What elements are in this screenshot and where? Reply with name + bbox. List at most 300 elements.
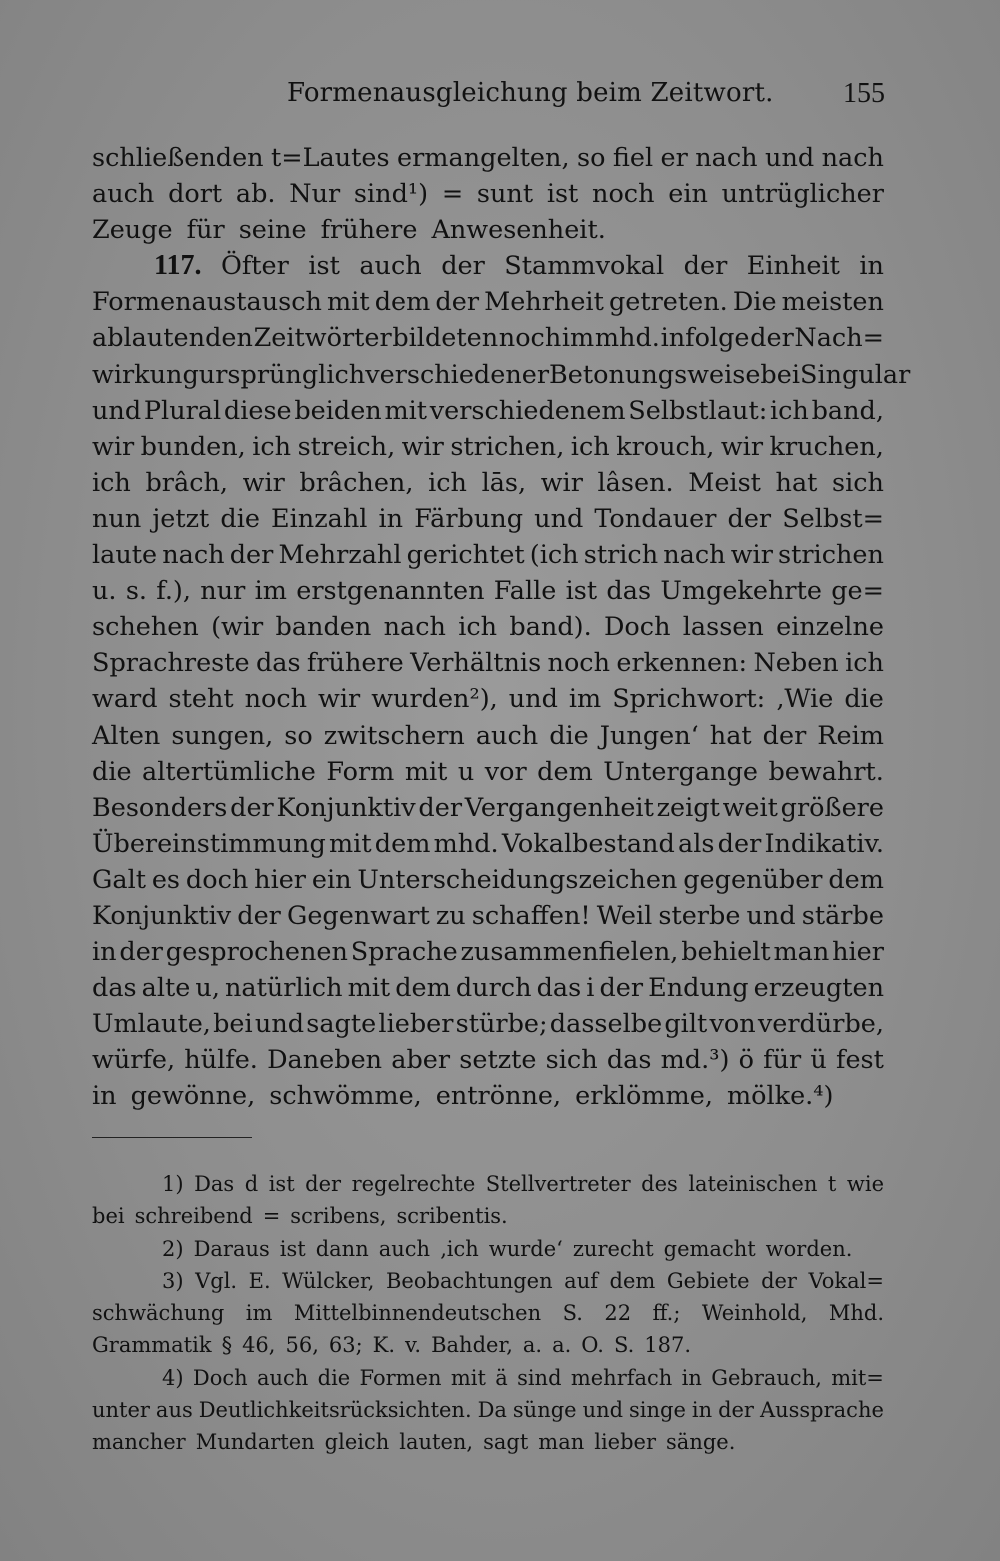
word: das <box>536 973 582 1004</box>
word: ist <box>546 179 579 210</box>
word: verschiedener <box>365 359 550 390</box>
word: Untergange <box>603 756 759 787</box>
word: dem <box>828 864 884 895</box>
word: Einzahl <box>271 503 368 534</box>
word: in <box>378 503 404 534</box>
word: infolge <box>660 323 750 354</box>
word: wir <box>720 431 764 462</box>
text-line <box>92 645 884 681</box>
word: der <box>435 287 480 318</box>
word: steht <box>168 684 234 715</box>
word: und <box>92 395 142 426</box>
running-title: Formenausgleichung beim Zeitwort. <box>287 78 774 108</box>
word: Gebrauch, <box>711 1365 822 1390</box>
word: so <box>284 720 313 751</box>
page-number: 155 <box>843 78 885 109</box>
word: Anwesenheit. <box>431 215 606 246</box>
footnote-line <box>92 1200 884 1232</box>
word: zu <box>435 900 466 931</box>
word: stürbe; <box>455 1009 548 1040</box>
word: schaffen! <box>471 900 591 931</box>
word: der <box>683 251 728 282</box>
word: § <box>221 1333 233 1358</box>
word: brâch, <box>145 467 229 498</box>
word: Vokalbestand <box>501 828 675 859</box>
word: sich <box>545 1045 598 1076</box>
text-line <box>92 357 911 393</box>
word: mhd. <box>594 323 660 354</box>
word: gegenüber <box>683 864 823 895</box>
word: Neben <box>753 648 839 679</box>
footnote-line <box>92 1297 884 1329</box>
word: vor <box>484 756 527 787</box>
word: Stammvokal <box>504 251 665 282</box>
word: der <box>762 720 807 751</box>
word: ist <box>279 1236 306 1261</box>
word: Die <box>732 287 777 318</box>
text-line <box>92 212 884 248</box>
word: erkennen: <box>616 648 748 679</box>
word: sind <box>517 1365 562 1390</box>
word: Bahder, <box>431 1333 513 1358</box>
word: der <box>750 323 794 354</box>
word: man <box>538 1430 585 1455</box>
word: Umgekehrte <box>660 576 822 607</box>
word: 63; <box>328 1333 363 1358</box>
word: behielt <box>681 937 771 968</box>
word: ward <box>92 684 158 715</box>
text-line <box>92 862 884 898</box>
word: 117. <box>154 250 202 282</box>
word: und <box>582 1398 624 1423</box>
word: i <box>586 973 595 1004</box>
word: Nur <box>289 179 341 210</box>
word: schreibend <box>134 1204 253 1229</box>
word: scribentis. <box>396 1204 508 1229</box>
word: Öfter <box>220 251 289 282</box>
word: d <box>244 1172 259 1196</box>
word: Tondauer <box>594 503 717 534</box>
word: Formenaustausch <box>92 287 322 318</box>
word: ü <box>810 1045 827 1076</box>
word: Zeuge <box>92 215 173 246</box>
word: schwächung <box>92 1301 225 1326</box>
word: ein <box>668 179 708 210</box>
word: nach <box>162 540 225 571</box>
word: ich <box>845 648 884 679</box>
word: Betonungsweise <box>549 359 761 390</box>
word: md.³) <box>660 1045 730 1076</box>
word: u. <box>92 576 117 607</box>
word: ein <box>311 864 352 895</box>
word: entrönne, <box>435 1081 562 1112</box>
word: und <box>254 1009 305 1040</box>
text-line <box>92 393 884 429</box>
word: sänge. <box>666 1430 736 1455</box>
word: S. <box>562 1301 583 1326</box>
word: er <box>660 143 688 173</box>
word: hat <box>775 467 818 498</box>
text-line <box>92 537 884 573</box>
word: stärbe <box>801 900 884 931</box>
footnote-line <box>92 1233 884 1265</box>
word: nur <box>200 576 246 607</box>
word: unter <box>92 1398 150 1423</box>
word: sterbe <box>658 900 741 931</box>
word: Aussprache <box>759 1398 884 1423</box>
word: im <box>245 1301 273 1326</box>
word: mölke.⁴) <box>726 1081 834 1112</box>
word: f.), <box>156 576 191 607</box>
word: streich, <box>297 431 396 462</box>
word: fest <box>836 1045 884 1076</box>
word: die <box>92 756 132 787</box>
word: nach <box>383 612 446 643</box>
word: schehen <box>92 612 199 643</box>
word: altertümliche <box>142 756 316 787</box>
word: die <box>220 503 260 534</box>
word: hülfe. <box>184 1045 258 1076</box>
word: ich <box>252 431 292 462</box>
word: lassen <box>682 612 764 643</box>
word: in <box>92 1081 117 1112</box>
word: Meist <box>688 467 761 498</box>
word: der <box>237 900 281 931</box>
word: wir <box>92 431 135 462</box>
word: untrüglicher <box>721 179 884 210</box>
word: schwömme, <box>269 1081 422 1112</box>
word: a. <box>552 1333 572 1358</box>
word: für <box>186 215 225 246</box>
word: lās, <box>481 467 527 498</box>
page-header <box>92 78 885 118</box>
word: auch <box>92 179 155 210</box>
word: = <box>262 1204 281 1229</box>
word: mit <box>347 973 391 1004</box>
footnote-rule <box>92 1137 252 1138</box>
word: Weinhold, <box>701 1301 808 1326</box>
word: ich <box>570 431 610 462</box>
word: 4) <box>162 1365 184 1390</box>
word: und <box>534 503 584 534</box>
word: im <box>561 323 595 354</box>
word: zusammenfielen, <box>460 937 679 968</box>
word: noch <box>244 684 308 715</box>
word: frühere <box>320 215 418 246</box>
word: Besonders <box>92 792 228 823</box>
word: Grammatik <box>92 1333 212 1358</box>
word: lieber <box>594 1430 657 1455</box>
word: K. <box>372 1333 396 1358</box>
word: regelrechte <box>351 1172 476 1196</box>
word: Sprache <box>350 937 458 968</box>
word: = <box>441 179 464 210</box>
word: t=Lautes <box>271 143 390 173</box>
word: noch <box>592 179 655 210</box>
word: mancher <box>92 1430 186 1455</box>
word: setzte <box>459 1045 537 1076</box>
word: Da <box>477 1398 507 1423</box>
word: 46, <box>242 1333 276 1358</box>
text-line <box>92 1042 884 1078</box>
word: lauten, <box>399 1430 474 1455</box>
word: Einheit <box>746 251 840 282</box>
word: nach <box>821 143 884 173</box>
word: Stellvertreter <box>485 1172 631 1196</box>
word: Mittelbinnendeutschen <box>293 1301 542 1326</box>
word: bewahrt. <box>768 756 884 787</box>
word: auch <box>256 1365 309 1390</box>
word: Mehrzahl <box>278 540 402 571</box>
word: Sprichwort: <box>612 684 766 715</box>
word: dem <box>374 828 431 859</box>
word: sagte <box>306 1009 377 1040</box>
word: 187. <box>644 1333 692 1358</box>
word: Gebiete <box>666 1268 750 1293</box>
word: bildeten <box>392 323 499 354</box>
word: wir <box>730 540 773 571</box>
word: Umlaute, <box>92 1009 211 1040</box>
word: 3) <box>162 1268 184 1293</box>
word: wie <box>846 1172 884 1196</box>
text-line <box>92 248 884 284</box>
word: kruchen, <box>769 431 884 462</box>
footnote-line <box>92 1426 884 1458</box>
word: erzeugten <box>753 973 884 1004</box>
word: mehrfach <box>570 1365 673 1390</box>
word: 2) <box>162 1236 184 1261</box>
word: die <box>549 720 589 751</box>
word: ursprünglich <box>198 359 366 390</box>
word: Formen <box>359 1365 442 1390</box>
word: wurde‘ <box>488 1236 563 1261</box>
word: t <box>827 1172 837 1196</box>
word: laute <box>92 540 158 571</box>
word: das <box>606 576 652 607</box>
word: noch <box>498 323 562 354</box>
word: gerichtet <box>406 540 525 571</box>
text-line <box>92 1078 884 1114</box>
word: sagt <box>483 1430 529 1455</box>
word: Vergangenheit <box>464 792 654 823</box>
word: ablautenden <box>92 323 253 354</box>
word: sungen, <box>171 720 274 751</box>
body-text <box>92 140 911 1115</box>
word: ä <box>495 1365 508 1390</box>
word: Daneben <box>267 1045 383 1076</box>
word: gleich <box>324 1430 390 1455</box>
word: ist <box>268 1172 295 1196</box>
word: nach <box>695 143 758 173</box>
word: Singular <box>799 359 911 390</box>
word: ich <box>92 467 131 498</box>
word: dem <box>537 756 593 787</box>
text-line <box>92 970 884 1006</box>
word: 22 <box>604 1301 632 1326</box>
word: gilt <box>664 1009 708 1040</box>
word: sunt <box>476 179 534 210</box>
word: die <box>844 684 884 715</box>
word: Reim <box>817 720 884 751</box>
word: wir <box>401 431 444 462</box>
word: singe <box>629 1398 686 1423</box>
word: verschiedenem <box>429 395 626 426</box>
word: zurecht <box>572 1236 654 1261</box>
word: Mhd. <box>828 1301 884 1326</box>
word: natürlich <box>225 973 343 1004</box>
word: erklömme, <box>575 1081 713 1112</box>
word: ge= <box>831 576 884 607</box>
word: lieber <box>378 1009 454 1040</box>
word: das <box>92 973 137 1004</box>
word: bei <box>92 1204 125 1229</box>
word: E. <box>248 1268 271 1293</box>
word: Galt <box>92 864 146 895</box>
text-line <box>92 140 884 176</box>
text-line <box>92 320 884 356</box>
word: als <box>678 828 715 859</box>
word: strichen, <box>450 431 565 462</box>
word: ermangelten, <box>397 143 570 173</box>
word: des <box>641 1172 678 1196</box>
text-line <box>92 754 884 790</box>
word: banden <box>275 612 372 643</box>
word: jetzt <box>152 503 210 534</box>
word: der <box>305 1172 342 1196</box>
word: verdürbe, <box>757 1009 884 1040</box>
text-line <box>92 790 884 826</box>
word: krouch, <box>616 431 715 462</box>
word: mhd. <box>433 828 499 859</box>
word: u, <box>195 973 220 1004</box>
text-line <box>92 681 884 717</box>
word: Alten <box>92 720 161 751</box>
footnote-line <box>92 1394 884 1426</box>
word: durch <box>455 973 532 1004</box>
word: der <box>229 540 274 571</box>
word: noch <box>547 648 611 679</box>
word: Deutlichkeitsrücksichten. <box>198 1398 472 1423</box>
word: der <box>718 1398 754 1423</box>
word: es <box>151 864 181 895</box>
word: Indikativ. <box>764 828 884 859</box>
word: Sprachreste <box>92 648 250 679</box>
word: zwitschern <box>323 720 465 751</box>
word: auch <box>475 720 539 751</box>
word: ich <box>428 467 467 498</box>
word: doch <box>185 864 249 895</box>
word: seine <box>238 215 307 246</box>
word: auch <box>378 1236 431 1261</box>
word: in <box>859 251 884 282</box>
word: band). <box>509 612 592 643</box>
word: strichen <box>778 540 884 571</box>
word: dann <box>315 1236 369 1261</box>
word: O. <box>581 1333 604 1358</box>
word: dem <box>395 973 451 1004</box>
text-line <box>92 501 884 537</box>
word: der <box>441 251 485 282</box>
word: diese <box>223 395 292 426</box>
word: Wülcker, <box>282 1268 375 1293</box>
word: bei <box>213 1009 253 1040</box>
word: Gegenwart <box>286 900 430 931</box>
word: dasselbe <box>549 1009 663 1040</box>
word: auch <box>359 251 422 282</box>
word: lâsen. <box>597 467 674 498</box>
word: alte <box>141 973 191 1004</box>
word: wir <box>318 684 361 715</box>
word: in <box>92 937 117 968</box>
footnote-line <box>92 1329 884 1361</box>
word: mit= <box>831 1365 884 1390</box>
word: Mehrheit <box>484 287 604 318</box>
word: s. <box>125 576 148 607</box>
word: schließenden <box>92 143 264 173</box>
word: Färbung <box>414 503 524 534</box>
word: Vgl. <box>195 1268 238 1293</box>
text-line <box>92 934 884 970</box>
word: v. <box>405 1333 422 1358</box>
word: wir <box>242 467 285 498</box>
word: so <box>576 143 606 173</box>
word: aus <box>155 1398 193 1423</box>
word: Das <box>194 1172 235 1196</box>
word: a. <box>522 1333 543 1358</box>
word: band, <box>811 395 884 426</box>
word: bei <box>760 359 800 390</box>
word: der <box>119 937 163 968</box>
word: mit <box>327 287 370 318</box>
word: der <box>230 792 274 823</box>
word: ‚Wie <box>776 684 834 715</box>
word: wir <box>540 467 583 498</box>
word: sünge <box>512 1398 577 1423</box>
word: der <box>761 1268 797 1293</box>
word: gewönne, <box>130 1081 256 1112</box>
word: der <box>717 828 762 859</box>
text-line <box>92 609 884 645</box>
word: der <box>599 973 644 1004</box>
word: beiden <box>294 395 382 426</box>
text-line <box>92 176 884 212</box>
word: gemacht <box>663 1236 756 1261</box>
word: (ich <box>529 540 579 571</box>
word: Weil <box>596 900 653 931</box>
word: (wir <box>211 612 264 643</box>
word: dort <box>168 179 223 210</box>
footnote-line <box>92 1265 884 1297</box>
word: S. <box>613 1333 635 1358</box>
word: und <box>765 143 815 173</box>
word: im <box>568 684 602 715</box>
word: Zeitwörter <box>253 323 392 354</box>
text-line <box>92 465 884 501</box>
word: Endung <box>648 973 749 1004</box>
word: man <box>773 937 830 968</box>
word: einzelne <box>776 612 884 643</box>
word: hier <box>832 937 884 968</box>
word: dem <box>609 1268 656 1293</box>
word: Übereinstimmung <box>92 828 326 859</box>
word: mit <box>450 1365 486 1390</box>
word: das <box>606 1045 652 1076</box>
word: frühere <box>306 648 404 679</box>
footnote-line <box>92 1168 884 1200</box>
word: aber <box>391 1045 451 1076</box>
text-line <box>92 718 884 754</box>
word: hat <box>709 720 752 751</box>
